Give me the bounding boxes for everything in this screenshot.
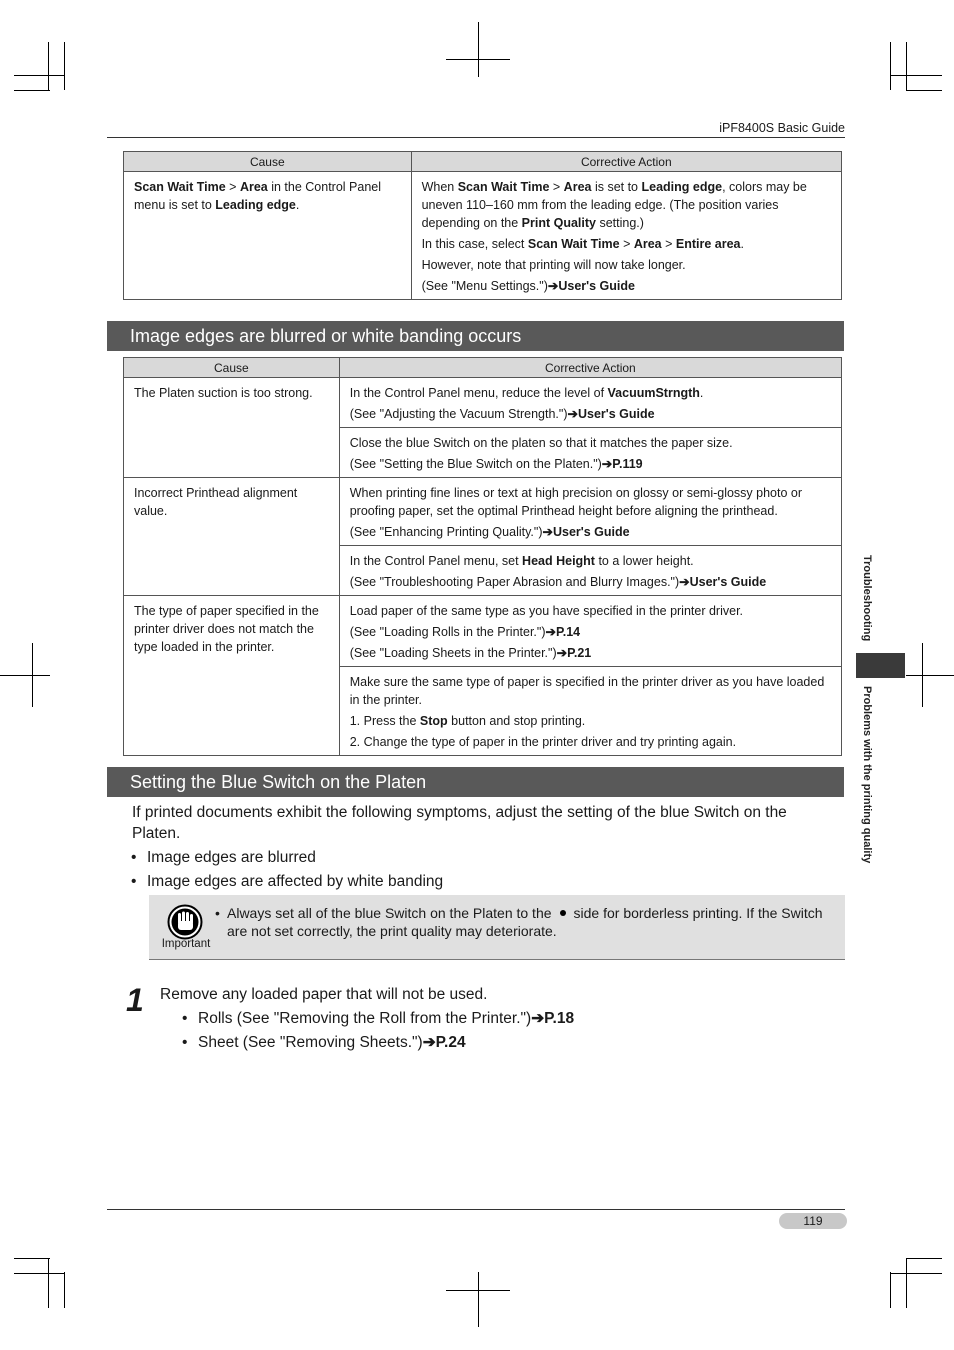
crop-mark: [890, 1272, 891, 1308]
crop-mark: [64, 42, 65, 90]
table-action-paragraph: (See "Troubleshooting Paper Abrasion and Blurry Images.")➔User's Guide: [349, 575, 767, 589]
table-action-paragraph: When Scan Wait Time > Area is set to Leading edge, colors may be uneven 110–160 mm from the leading edge. (The position varies depending on the Print Quality setting.): [421, 180, 807, 230]
table-action-paragraph: (See "Menu Settings.")➔User's Guide: [421, 279, 635, 293]
crop-mark: [64, 1272, 65, 1308]
table-header-cause: Cause: [124, 358, 340, 378]
cause-action-table-top: [123, 151, 842, 300]
table-action-paragraph: Make sure the same type of paper is specified in the printer driver as you have loaded in the printer.: [349, 675, 825, 707]
table-header-action: Corrective Action: [411, 152, 841, 172]
section-heading: Setting the Blue Switch on the Platen: [107, 767, 844, 797]
list-item: • Image edges are blurred: [131, 849, 316, 866]
table-action-paragraph: (See "Loading Sheets in the Printer.")➔P.21: [349, 646, 592, 660]
crop-mark: [890, 1273, 942, 1274]
table-action-step: 2. Change the type of paper in the printer driver and try printing again.: [349, 735, 737, 749]
registration-mark: [478, 22, 479, 77]
crop-mark: [14, 75, 64, 76]
table-action-paragraph: (See "Enhancing Printing Quality.")➔User's Guide: [349, 525, 630, 539]
table-action-paragraph: (See "Setting the Blue Switch on the Platen.")➔P.119: [349, 457, 643, 471]
document-title: iPF8400S Basic Guide: [719, 121, 845, 135]
table-cause-cell: The Platen suction is too strong.: [134, 386, 313, 400]
table-row: [124, 478, 842, 546]
page-reference: ➔P.18: [531, 1010, 575, 1027]
table-cause-cell: The type of paper specified in the printer driver does not match the type loaded in the printer.: [134, 604, 319, 654]
crop-mark: [14, 90, 50, 91]
crop-mark: [14, 1258, 50, 1259]
registration-mark: [906, 675, 954, 676]
table-header-cause: Cause: [124, 152, 412, 172]
crop-mark: [48, 42, 49, 90]
table-cause-cell: Incorrect Printhead alignment value.: [134, 486, 298, 518]
table-action-paragraph: Load paper of the same type as you have specified in the printer driver.: [349, 604, 744, 618]
table-action-paragraph: When printing fine lines or text at high precision on glossy or semi-glossy photo or proofing paper, set the optimal Printhead height before aligning the printhead.: [349, 486, 803, 518]
table-action-step: 1. Press the Stop button and stop printing.: [349, 714, 586, 728]
table-action-paragraph: In the Control Panel menu, reduce the level of VacuumStrngth.: [349, 386, 704, 400]
important-label: Important: [161, 938, 211, 950]
side-tab-marker: [856, 653, 905, 678]
important-note: [149, 895, 845, 960]
table-action-paragraph: In this case, select Scan Wait Time > Area > Entire area.: [421, 237, 744, 251]
table-action-paragraph: However, note that printing will now take longer.: [421, 258, 686, 272]
hand-stop-icon: [167, 904, 203, 940]
table-action-paragraph: Close the blue Switch on the platen so that it matches the paper size.: [349, 436, 733, 450]
page-number: 119: [779, 1213, 847, 1229]
table-header-action: Corrective Action: [339, 358, 841, 378]
crop-mark: [890, 42, 891, 90]
crop-mark: [906, 1258, 907, 1308]
step-text: Remove any loaded paper that will not be used.: [160, 986, 488, 1003]
crop-mark: [906, 42, 907, 90]
table-action-paragraph: In the Control Panel menu, set Head Height to a lower height.: [349, 554, 694, 568]
registration-mark: [446, 1290, 510, 1291]
crop-mark: [14, 1273, 64, 1274]
step-number: 1: [126, 982, 144, 1018]
side-category-label: Troubleshooting: [861, 555, 873, 642]
crop-mark: [48, 1258, 49, 1308]
table-action-paragraph: (See "Adjusting the Vacuum Strength.")➔User's Guide: [349, 407, 655, 421]
footer-rule: [107, 1209, 845, 1210]
list-item: • Rolls (See "Removing the Roll from the Printer.")➔P.18: [182, 1010, 575, 1027]
important-text: • Always set all of the blue Switch on the Platen to the side for borderless printing. If the Switch are not set correctly, the print quality may deteriorate.: [215, 905, 823, 939]
registration-mark: [0, 675, 50, 676]
crop-mark: [906, 90, 942, 91]
crop-mark: [906, 1258, 942, 1259]
list-item: • Sheet (See "Removing Sheets.")➔P.24: [182, 1034, 466, 1051]
cause-action-table: [123, 357, 842, 756]
header-rule: [107, 137, 845, 138]
page-reference: ➔P.24: [422, 1034, 466, 1051]
table-cause-cell: Scan Wait Time > Area in the Control Panel menu is set to Leading edge.: [134, 180, 382, 212]
list-item: • Image edges are affected by white banding: [131, 873, 444, 890]
registration-mark: [922, 643, 923, 707]
table-action-paragraph: (See "Loading Rolls in the Printer.")➔P.14: [349, 625, 581, 639]
side-subcategory-label: Problems with the printing quality: [861, 686, 873, 864]
registration-mark: [478, 1272, 479, 1327]
section-heading: Image edges are blurred or white banding occurs: [107, 321, 844, 351]
registration-mark: [32, 643, 33, 707]
table-row: [124, 596, 842, 667]
intro-paragraph: If printed documents exhibit the following symptoms, adjust the setting of the blue Switch on the Platen.: [132, 804, 787, 842]
registration-mark: [446, 59, 510, 60]
crop-mark: [890, 75, 942, 76]
filled-dot-icon: [560, 910, 566, 916]
table-row: [124, 378, 842, 428]
